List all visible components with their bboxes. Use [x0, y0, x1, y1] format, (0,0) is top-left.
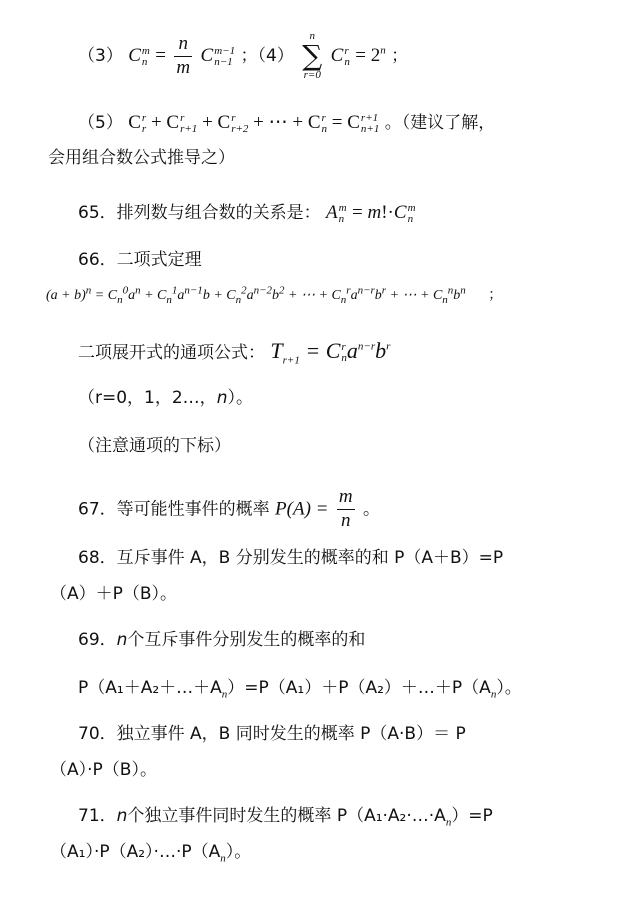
formula-line-3-4: （3） C m n = $\frac{n}{m}$ C m−1 n−1 ；（4） n ∑ r=0 C r n = $2^n$ ； — [78, 30, 409, 82]
item-66: 66．二项式定理 — [78, 250, 202, 270]
item-67: 67．等可能性事件的概率 P(A) = $\frac{m}{n}$ 。 — [78, 486, 381, 531]
item-70: 70．独立事件 A，B 同时发生的概率 P（A·B）＝ P — [78, 724, 466, 744]
item-69-formula: $P(A_1+A_2+\dots+A_n)=P(A_1)+P(A_2)+\dots+P(A_n)$。 — [78, 678, 522, 701]
item-65: 65．排列数与组合数的关系是： A m n = m!·C m n — [78, 201, 416, 225]
note-index: （注意通项的下标） — [78, 436, 231, 456]
item-3-label: （3） — [78, 46, 123, 67]
item-68: 68．互斥事件 A，B 分别发生的概率的和 P（A＋B）=P — [78, 548, 504, 568]
item-71-cont: $(A_1)\cdot P(A_2)\cdot\dots\cdot P(A_n)$。 — [50, 842, 252, 865]
item-69: 69．n个互斥事件分别发生的概率的和 — [78, 630, 366, 650]
sum-symbol: n ∑ r=0 — [302, 30, 323, 82]
r-range: （r=0，1，2…，n）。 — [78, 388, 253, 408]
formula-line-5-cont: 会用组合数公式推导之） — [48, 148, 235, 168]
comb-identity-3: C m n — [128, 44, 150, 68]
item-4-label: ；（4） — [240, 46, 294, 67]
item-70-cont: （A）·P（B）。 — [50, 760, 157, 780]
formula-line-5: （5） C r r + C r r+1 + C r r+2 + ⋯ + C r n = C r+1 n+1 。（建议了解， — [78, 111, 496, 135]
item-68-cont: （A）＋P（B）。 — [50, 584, 178, 604]
binomial-theorem: $(a + b)^n = C_n^0a^n + C_n^1a^{n-1}b + C_n^2a^{n-2}b^2$ + ⋯ + $C_n^ra^{n-r}b^r$ + ⋯ + $C_n^nb^n$ ； — [46, 284, 503, 306]
item-71: 71．n个独立事件同时发生的概率 $P(A_1\cdot A_2\cdot\dots\cdot A_n)=P$ — [78, 806, 493, 829]
general-term: 二项展开式的通项公式： $T_{r+1} = C$ r n $a^{n-r}b^r$ — [78, 338, 391, 367]
